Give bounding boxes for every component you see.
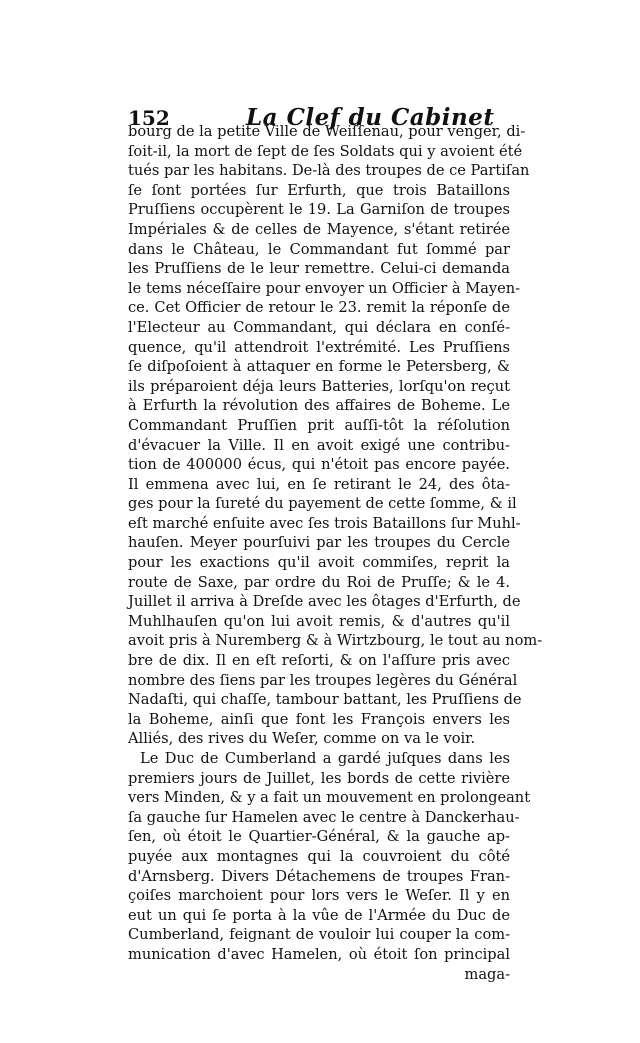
text-line: ges pour la ſureté du payement de cette ſomme, & il [128, 495, 517, 513]
body-text [128, 122, 543, 965]
page-header [128, 100, 510, 134]
text-line: Juillet il arriva à Dreſde avec les ôtages d'Erfurth, de [128, 593, 521, 611]
running-title: La Clef du Cabinet [246, 104, 495, 131]
text-line: ſoit-il, la mort de ſept de ſes Soldats qui y avoient été [128, 142, 523, 160]
text-line: d'évacuer la Ville. Il en avoit exigé une contribu- [128, 436, 510, 454]
text-line: Alliés, des rives du Weſer, comme on va le voir. [128, 730, 476, 748]
text-line: le tems néceſſaire pour envoyer un Officier à Mayen- [128, 279, 521, 297]
text-line: Commandant Pruſſien prit auſſi-tôt la réſolution [128, 416, 510, 434]
page-number: 152 [128, 106, 170, 130]
text-line: route de Saxe, par ordre du Roi de Pruſſe; & le 4. [128, 573, 510, 591]
text-line: quence, qu'il attendroit l'extrémité. Les Pruſſiens [128, 338, 510, 356]
text-line: eut un qui ſe porta à la vûe de l'Armée du Duc de [128, 906, 510, 924]
text-line: puyée aux montagnes qui la couvroient du côté [128, 847, 510, 865]
text-line: tion de 400000 écus, qui n'étoit pas encore payée. [128, 456, 510, 474]
text-line: vers Minden, & y a fait un mouvement en prolongeant [128, 789, 531, 807]
catchword: maga- [464, 965, 510, 983]
text-line: bre de dix. Il en eſt reſorti, & on l'aſſure pris avec [128, 652, 510, 670]
text-line: l'Electeur au Commandant, qui déclara en conſé- [128, 318, 510, 336]
text-line: Le Duc de Cumberland a gardé juſques dans les [140, 750, 510, 767]
text-line: ils préparoient déja leurs Batteries, lorſqu'on reçut [128, 377, 510, 395]
text-line: tués par les habitans. De-là des troupes de ce Partiſan [128, 162, 530, 180]
text-line: ce. Cet Officier de retour le 23. remit la réponſe de [128, 299, 510, 317]
text-line: Impériales & de celles de Mayence, s'étant retirée [128, 220, 510, 238]
text-line: d'Arnsberg. Divers Détachemens de troupes Fran- [128, 867, 510, 885]
book-page [128, 100, 543, 984]
text-line: nombre des ſiens par les troupes legères du Général [128, 671, 518, 689]
text-line: munication d'avec Hamelen, où étoit ſon principal [128, 945, 510, 963]
text-line: la Boheme, ainſi que font les François envers les [128, 710, 510, 728]
text-line: çoiſes marchoient pour lors vers le Weſer. Il y en [128, 887, 510, 905]
text-line: bourg de la petite Ville de Weiſſenau, pour venger, di- [128, 123, 526, 140]
text-line: Cumberland, feignant de vouloir lui couper la com- [128, 926, 510, 944]
text-line: hauſen. Meyer pourſuivi par les troupes du Cercle [128, 534, 510, 552]
text-line: premiers jours de Juillet, les bords de cette rivière [128, 769, 510, 787]
text-line: ſa gauche ſur Hamelen avec le centre à Danckerhau- [128, 808, 520, 826]
text-line: Nadaſti, qui chaſſe, tambour battant, les Pruſſiens de [128, 691, 522, 709]
text-line: Pruſſiens occupèrent le 19. La Garniſon de troupes [128, 201, 510, 219]
text-line: dans le Château, le Commandant fut ſommé par [128, 240, 510, 258]
text-line: Muhlhauſen qu'on lui avoit remis, & d'autres qu'il [128, 612, 510, 630]
text-line: à Erfurth la révolution des affaires de Boheme. Le [128, 397, 510, 415]
text-line: Il emmena avec lui, en ſe retirant le 24, des ôta- [128, 475, 510, 493]
text-line: ſe diſpoſoient à attaquer en forme le Petersberg, & [128, 358, 510, 376]
text-line: eſt marché enſuite avec ſes trois Bataillons ſur Muhl- [128, 514, 521, 532]
text-line: pour les exactions qu'il avoit commiſes, reprit la [128, 554, 510, 572]
text-line: ſe ſont portées ſur Erfurth, que trois Bataillons [128, 181, 510, 199]
text-line: les Pruſſiens de le leur remettre. Celui-ci demanda [128, 260, 510, 278]
text-line: ſen, où étoit le Quartier-Général, & la gauche ap- [128, 828, 510, 846]
text-line: avoit pris à Nuremberg & à Wirtzbourg, le tout au nom- [128, 632, 543, 650]
